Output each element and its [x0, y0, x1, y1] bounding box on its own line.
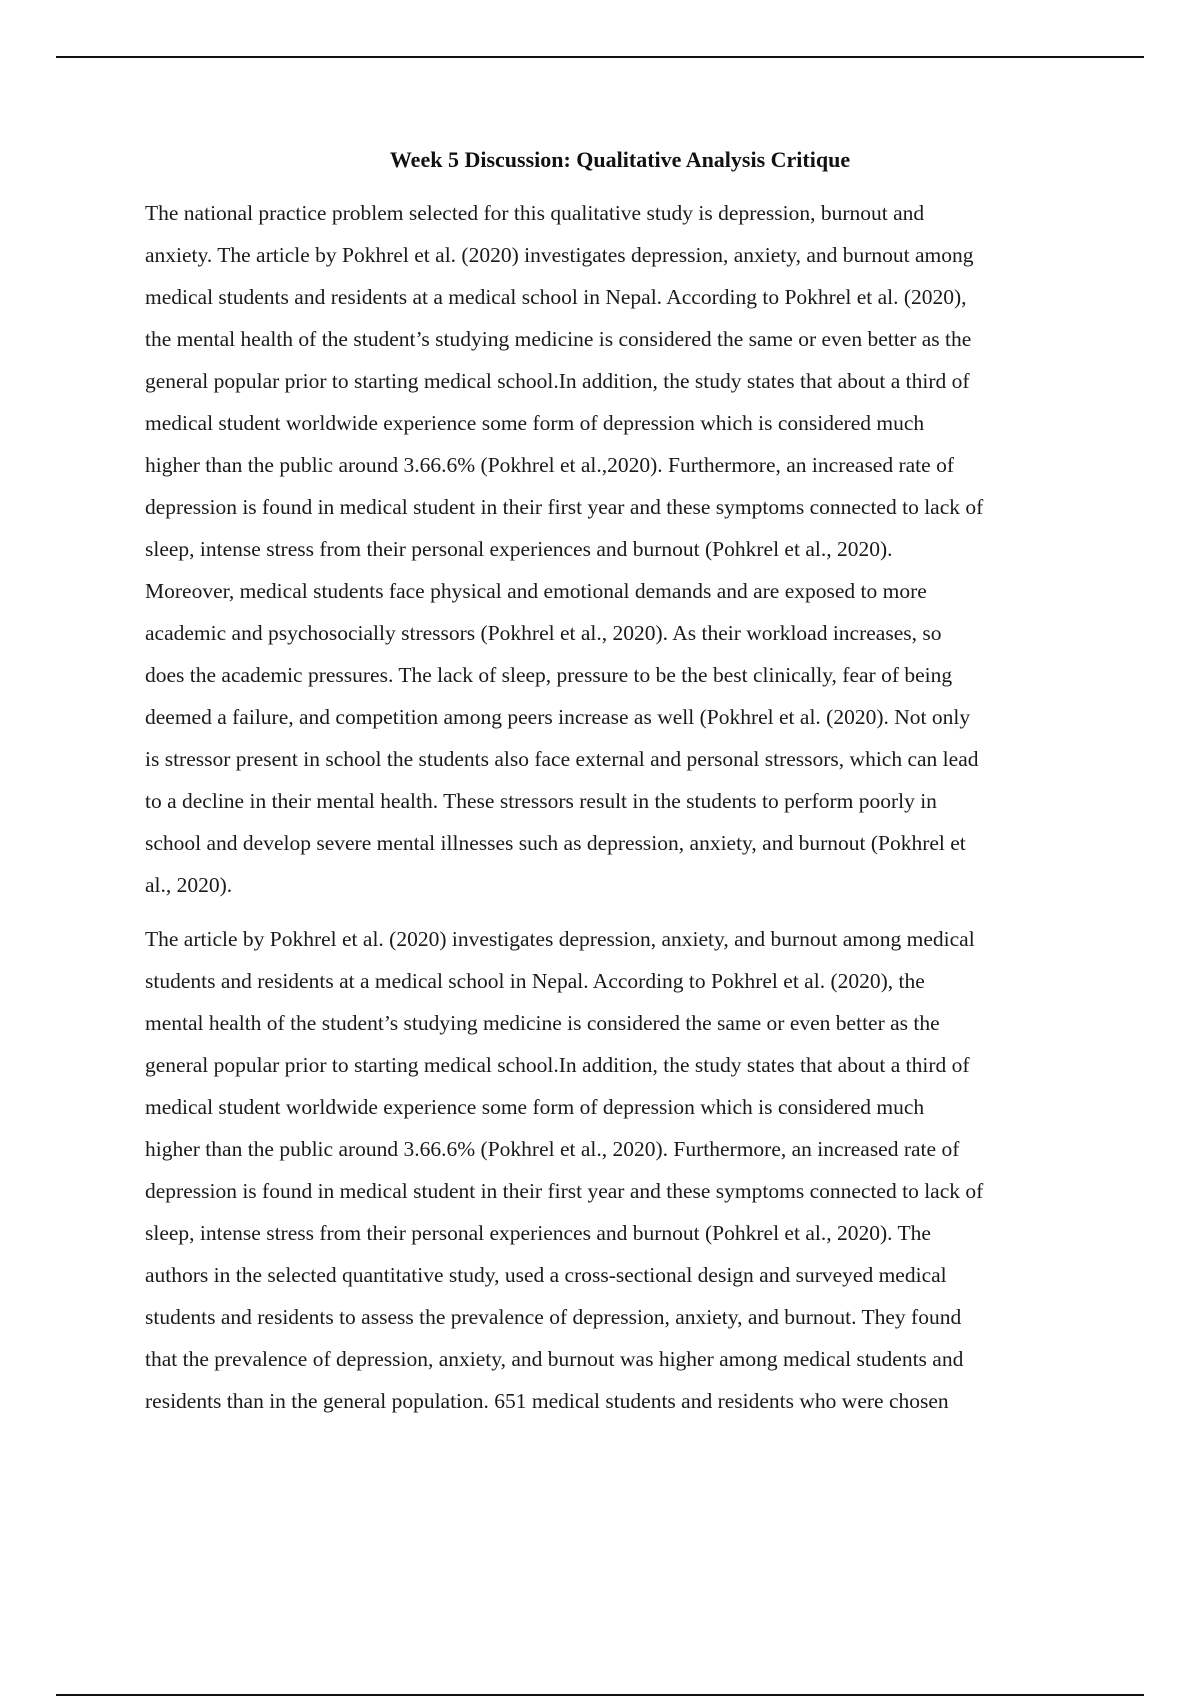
- text-line: The article by Pokhrel et al. (2020) investigates depression, anxiety, and burnout among medical: [145, 927, 975, 951]
- paragraph-1: [145, 192, 1095, 906]
- text-line: sleep, intense stress from their personal experiences and burnout (Pohkrel et al., 2020).: [145, 537, 893, 561]
- text-line: deemed a failure, and competition among peers increase as well (Pokhrel et al. (2020). Not only: [145, 705, 971, 729]
- text-line: general popular prior to starting medical school.In addition, the study states that about a third of: [145, 369, 970, 393]
- text-line: depression is found in medical student in their first year and these symptoms connected to lack of: [145, 1179, 984, 1203]
- text-line: that the prevalence of depression, anxiety, and burnout was higher among medical students and: [145, 1347, 964, 1371]
- text-line: medical students and residents at a medical school in Nepal. According to Pokhrel et al. (2020),: [145, 285, 967, 309]
- text-line: Moreover, medical students face physical and emotional demands and are exposed to more: [145, 579, 927, 603]
- page-body: [145, 140, 1095, 1434]
- text-line: the mental health of the student’s studying medicine is considered the same or even better as the: [145, 327, 972, 351]
- text-line: The national practice problem selected for this qualitative study is depression, burnout and: [145, 201, 925, 225]
- text-line: sleep, intense stress from their personal experiences and burnout (Pohkrel et al., 2020). The: [145, 1221, 931, 1245]
- text-line: students and residents at a medical school in Nepal. According to Pokhrel et al. (2020), the: [145, 969, 925, 993]
- text-line: is stressor present in school the students also face external and personal stressors, which can lead: [145, 747, 979, 771]
- text-line: mental health of the student’s studying medicine is considered the same or even better as the: [145, 1011, 940, 1035]
- text-line: residents than in the general population. 651 medical students and residents who were chosen: [145, 1389, 949, 1413]
- top-rule: [56, 56, 1144, 58]
- text-line: higher than the public around 3.66.6% (Pokhrel et al., 2020). Furthermore, an increased rate of: [145, 1137, 960, 1161]
- text-line: general popular prior to starting medical school.In addition, the study states that about a third of: [145, 1053, 970, 1077]
- text-line: medical student worldwide experience some form of depression which is considered much: [145, 1095, 925, 1119]
- document-title: Week 5 Discussion: Qualitative Analysis Critique: [389, 147, 851, 172]
- text-line: school and develop severe mental illnesses such as depression, anxiety, and burnout (Pokhrel et: [145, 831, 966, 855]
- text-line: authors in the selected quantitative study, used a cross-sectional design and surveyed medical: [145, 1263, 947, 1287]
- text-line: academic and psychosocially stressors (Pokhrel et al., 2020). As their workload increases, so: [145, 621, 942, 645]
- text-line: depression is found in medical student in their first year and these symptoms connected to lack of: [145, 495, 984, 519]
- text-line: to a decline in their mental health. These stressors result in the students to perform poorly in: [145, 789, 937, 813]
- text-line: does the academic pressures. The lack of sleep, pressure to be the best clinically, fear of being: [145, 663, 953, 687]
- text-line: students and residents to assess the prevalence of depression, anxiety, and burnout. They found: [145, 1305, 962, 1329]
- text-line: medical student worldwide experience some form of depression which is considered much: [145, 411, 925, 435]
- text-line: al., 2020).: [145, 873, 233, 897]
- bottom-rule: [56, 1694, 1144, 1696]
- text-line: higher than the public around 3.66.6% (Pokhrel et al.,2020). Furthermore, an increased rate of: [145, 453, 954, 477]
- paragraph-2: [145, 918, 1095, 1422]
- text-line: anxiety. The article by Pokhrel et al. (2020) investigates depression, anxiety, and burnout among: [145, 243, 974, 267]
